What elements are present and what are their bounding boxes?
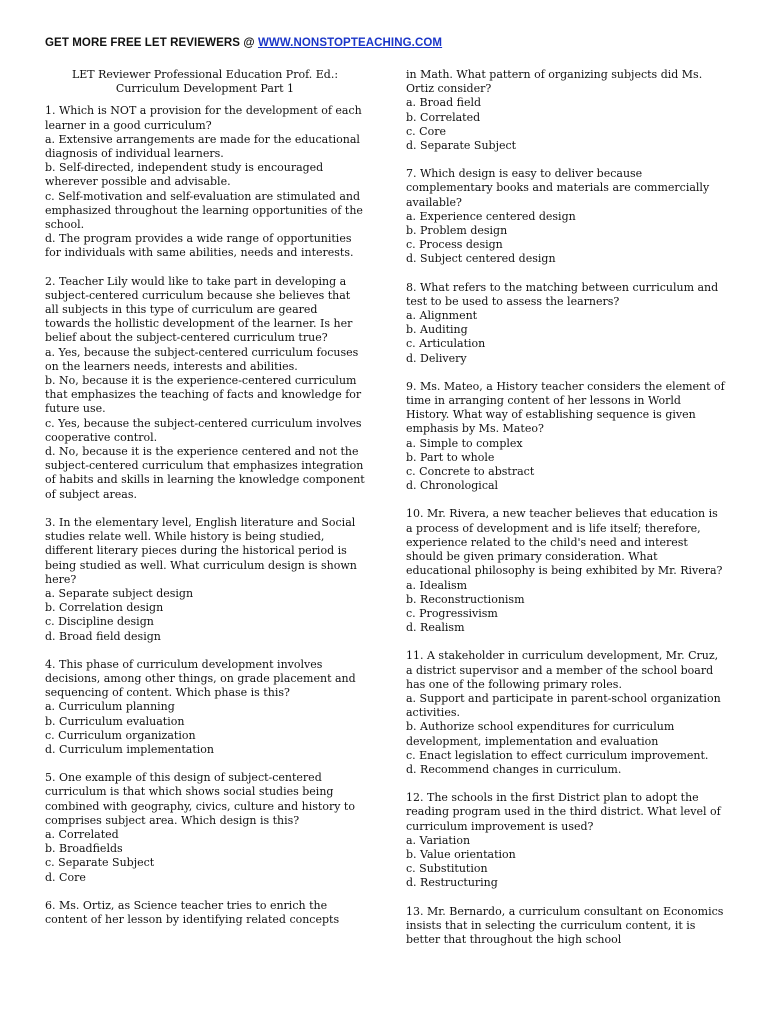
question-stem: 1. Which is NOT a provision for the development of each learner in a good curriculum? bbox=[45, 104, 362, 132]
title-line-1: LET Reviewer Professional Education Prof. Ed.: bbox=[71, 68, 339, 81]
question-stem: 2. Teacher Lily would like to take part in developing a subject-centered curriculum because she believes that all subjects in this type of curriculum are geared towards the hollistic development of the learner. Is her belief about the subject-centered curriculum true? bbox=[45, 274, 353, 345]
question-stem: 5. One example of this design of subject-centered curriculum is that which shows social studies being combined with geography, civics, culture and history to comprises subject area. Which design is this? bbox=[45, 771, 355, 827]
option-b: b. Curriculum evaluation bbox=[45, 714, 185, 728]
option-b: b. Problem design bbox=[406, 224, 508, 238]
question-stem: 12. The schools in the first District plan to adopt the reading program used in the third district. What level of curriculum improvement is used? bbox=[406, 791, 721, 833]
question-9 bbox=[406, 380, 726, 494]
option-c: c. Progressivism bbox=[406, 606, 498, 620]
option-b: b. No, because it is the experience-centered curriculum that emphasizes the teaching of facts and knowledge for future use. bbox=[45, 374, 362, 416]
option-c: c. Yes, because the subject-centered curriculum involves cooperative control. bbox=[45, 416, 362, 444]
option-a: a. Simple to complex bbox=[406, 436, 523, 450]
option-b: b. Auditing bbox=[406, 323, 468, 337]
question-stem: 10. Mr. Rivera, a new teacher believes that education is a process of development and is life itself; therefore, experience related to the child's need and interest should be given primary consideration. What educational philosophy is being exhibited by Mr. Rivera? bbox=[406, 507, 723, 578]
option-d: d. No, because it is the experience centered and not the subject-centered curriculum that emphasizes integration of habits and skills in learning the knowledge component of subject areas. bbox=[45, 445, 365, 501]
option-a: a. Variation bbox=[406, 833, 471, 847]
question-4 bbox=[45, 658, 365, 757]
title-line-2: Curriculum Development Part 1 bbox=[115, 82, 295, 96]
question-11 bbox=[406, 649, 726, 777]
option-b: b. Broadfields bbox=[45, 842, 123, 856]
option-d: d. Separate Subject bbox=[406, 139, 517, 153]
page-header bbox=[45, 37, 442, 49]
question-12 bbox=[406, 791, 726, 890]
option-d: d. Restructuring bbox=[406, 876, 498, 890]
option-c: c. Substitution bbox=[406, 862, 488, 876]
question-13 bbox=[406, 905, 726, 948]
right-column bbox=[406, 68, 726, 961]
option-b: b. Correlation design bbox=[45, 601, 164, 615]
question-2 bbox=[45, 275, 365, 502]
option-a: a. Separate subject design bbox=[45, 586, 194, 600]
left-column bbox=[45, 68, 365, 941]
document-title bbox=[45, 68, 365, 96]
option-b: b. Self-directed, independent study is encouraged wherever possible and advisable. bbox=[45, 161, 324, 189]
option-a: a. Extensive arrangements are made for the educational diagnosis of individual learners. bbox=[45, 132, 360, 161]
question-stem-part1: 6. Ms. Ortiz, as Science teacher tries to enrich the content of her lesson by identifying related concepts bbox=[45, 898, 340, 926]
option-b: b. Correlated bbox=[406, 110, 481, 124]
question-3 bbox=[45, 516, 365, 644]
option-d: d. Delivery bbox=[406, 351, 467, 365]
question-stem: 11. A stakeholder in curriculum development, Mr. Cruz, a district supervisor and a member of the school board has one of the following primary roles. bbox=[406, 649, 719, 691]
question-10 bbox=[406, 507, 726, 635]
option-a: a. Yes, because the subject-centered curriculum focuses on the learners needs, interests and abilities. bbox=[45, 345, 359, 373]
option-a: a. Experience centered design bbox=[406, 209, 576, 223]
option-d: d. Broad field design bbox=[45, 629, 161, 643]
option-c: c. Separate Subject bbox=[45, 856, 155, 870]
option-d: d. Subject centered design bbox=[406, 252, 556, 266]
option-a: a. Alignment bbox=[406, 309, 478, 323]
option-a: a. Idealism bbox=[406, 578, 468, 592]
option-d: d. Recommend changes in curriculum. bbox=[406, 762, 622, 776]
question-stem: 13. Mr. Bernardo, a curriculum consultant on Economics insists that in selecting the curriculum content, it is better that throughout the high school bbox=[406, 904, 724, 946]
option-c: c. Articulation bbox=[406, 337, 486, 351]
option-b: b. Authorize school expenditures for curriculum development, implementation and evaluation bbox=[406, 720, 675, 748]
option-a: a. Correlated bbox=[45, 827, 119, 841]
option-d: d. Realism bbox=[406, 621, 465, 635]
question-6-continued bbox=[406, 68, 726, 153]
option-b: b. Reconstructionism bbox=[406, 592, 525, 606]
option-c: c. Core bbox=[406, 124, 446, 138]
option-a: a. Broad field bbox=[406, 96, 482, 110]
option-b: b. Value orientation bbox=[406, 847, 516, 861]
option-b: b. Part to whole bbox=[406, 450, 495, 464]
option-c: c. Process design bbox=[406, 238, 503, 252]
option-a: a. Support and participate in parent-school organization activities. bbox=[406, 691, 721, 720]
question-7 bbox=[406, 167, 726, 266]
question-1 bbox=[45, 104, 365, 260]
question-8 bbox=[406, 281, 726, 366]
header-prefix: GET MORE FREE LET REVIEWERS @ bbox=[45, 37, 258, 49]
option-a: a. Curriculum planning bbox=[45, 700, 175, 714]
option-c: c. Concrete to abstract bbox=[406, 465, 535, 479]
question-stem: 9. Ms. Mateo, a History teacher considers the element of time in arranging content of her lessons in World History. What way of establishing sequence is given emphasis by Ms. Mateo? bbox=[406, 379, 725, 436]
question-stem: 3. In the elementary level, English literature and Social studies relate well. While history is being studied, different literary pieces during the historical period is being studied as well. What curriculum design is shown here? bbox=[45, 515, 357, 586]
option-d: d. Chronological bbox=[406, 479, 499, 493]
option-c: c. Enact legislation to effect curriculum improvement. bbox=[406, 748, 709, 762]
option-d: d. The program provides a wide range of opportunities for individuals with same abilities, needs and interests. bbox=[45, 232, 354, 260]
option-c: c. Curriculum organization bbox=[45, 728, 196, 742]
option-c: c. Self-motivation and self-evaluation are stimulated and emphasized throughout the learning opportunities of the school. bbox=[45, 189, 363, 232]
question-stem: 4. This phase of curriculum development involves decisions, among other things, on grade placement and sequencing of content. Which phase is this? bbox=[45, 657, 356, 700]
question-stem-part2: in Math. What pattern of organizing subjects did Ms. Ortiz consider? bbox=[406, 68, 703, 96]
option-c: c. Discipline design bbox=[45, 615, 154, 629]
question-stem: 8. What refers to the matching between curriculum and test to be used to assess the learners? bbox=[406, 280, 719, 308]
question-6-start bbox=[45, 899, 365, 927]
option-d: d. Core bbox=[45, 870, 86, 884]
option-d: d. Curriculum implementation bbox=[45, 742, 215, 756]
site-link[interactable]: WWW.NONSTOPTEACHING.COM bbox=[257, 37, 443, 49]
question-stem: 7. Which design is easy to deliver because complementary books and materials are commercially available? bbox=[406, 167, 710, 209]
question-5 bbox=[45, 771, 365, 885]
